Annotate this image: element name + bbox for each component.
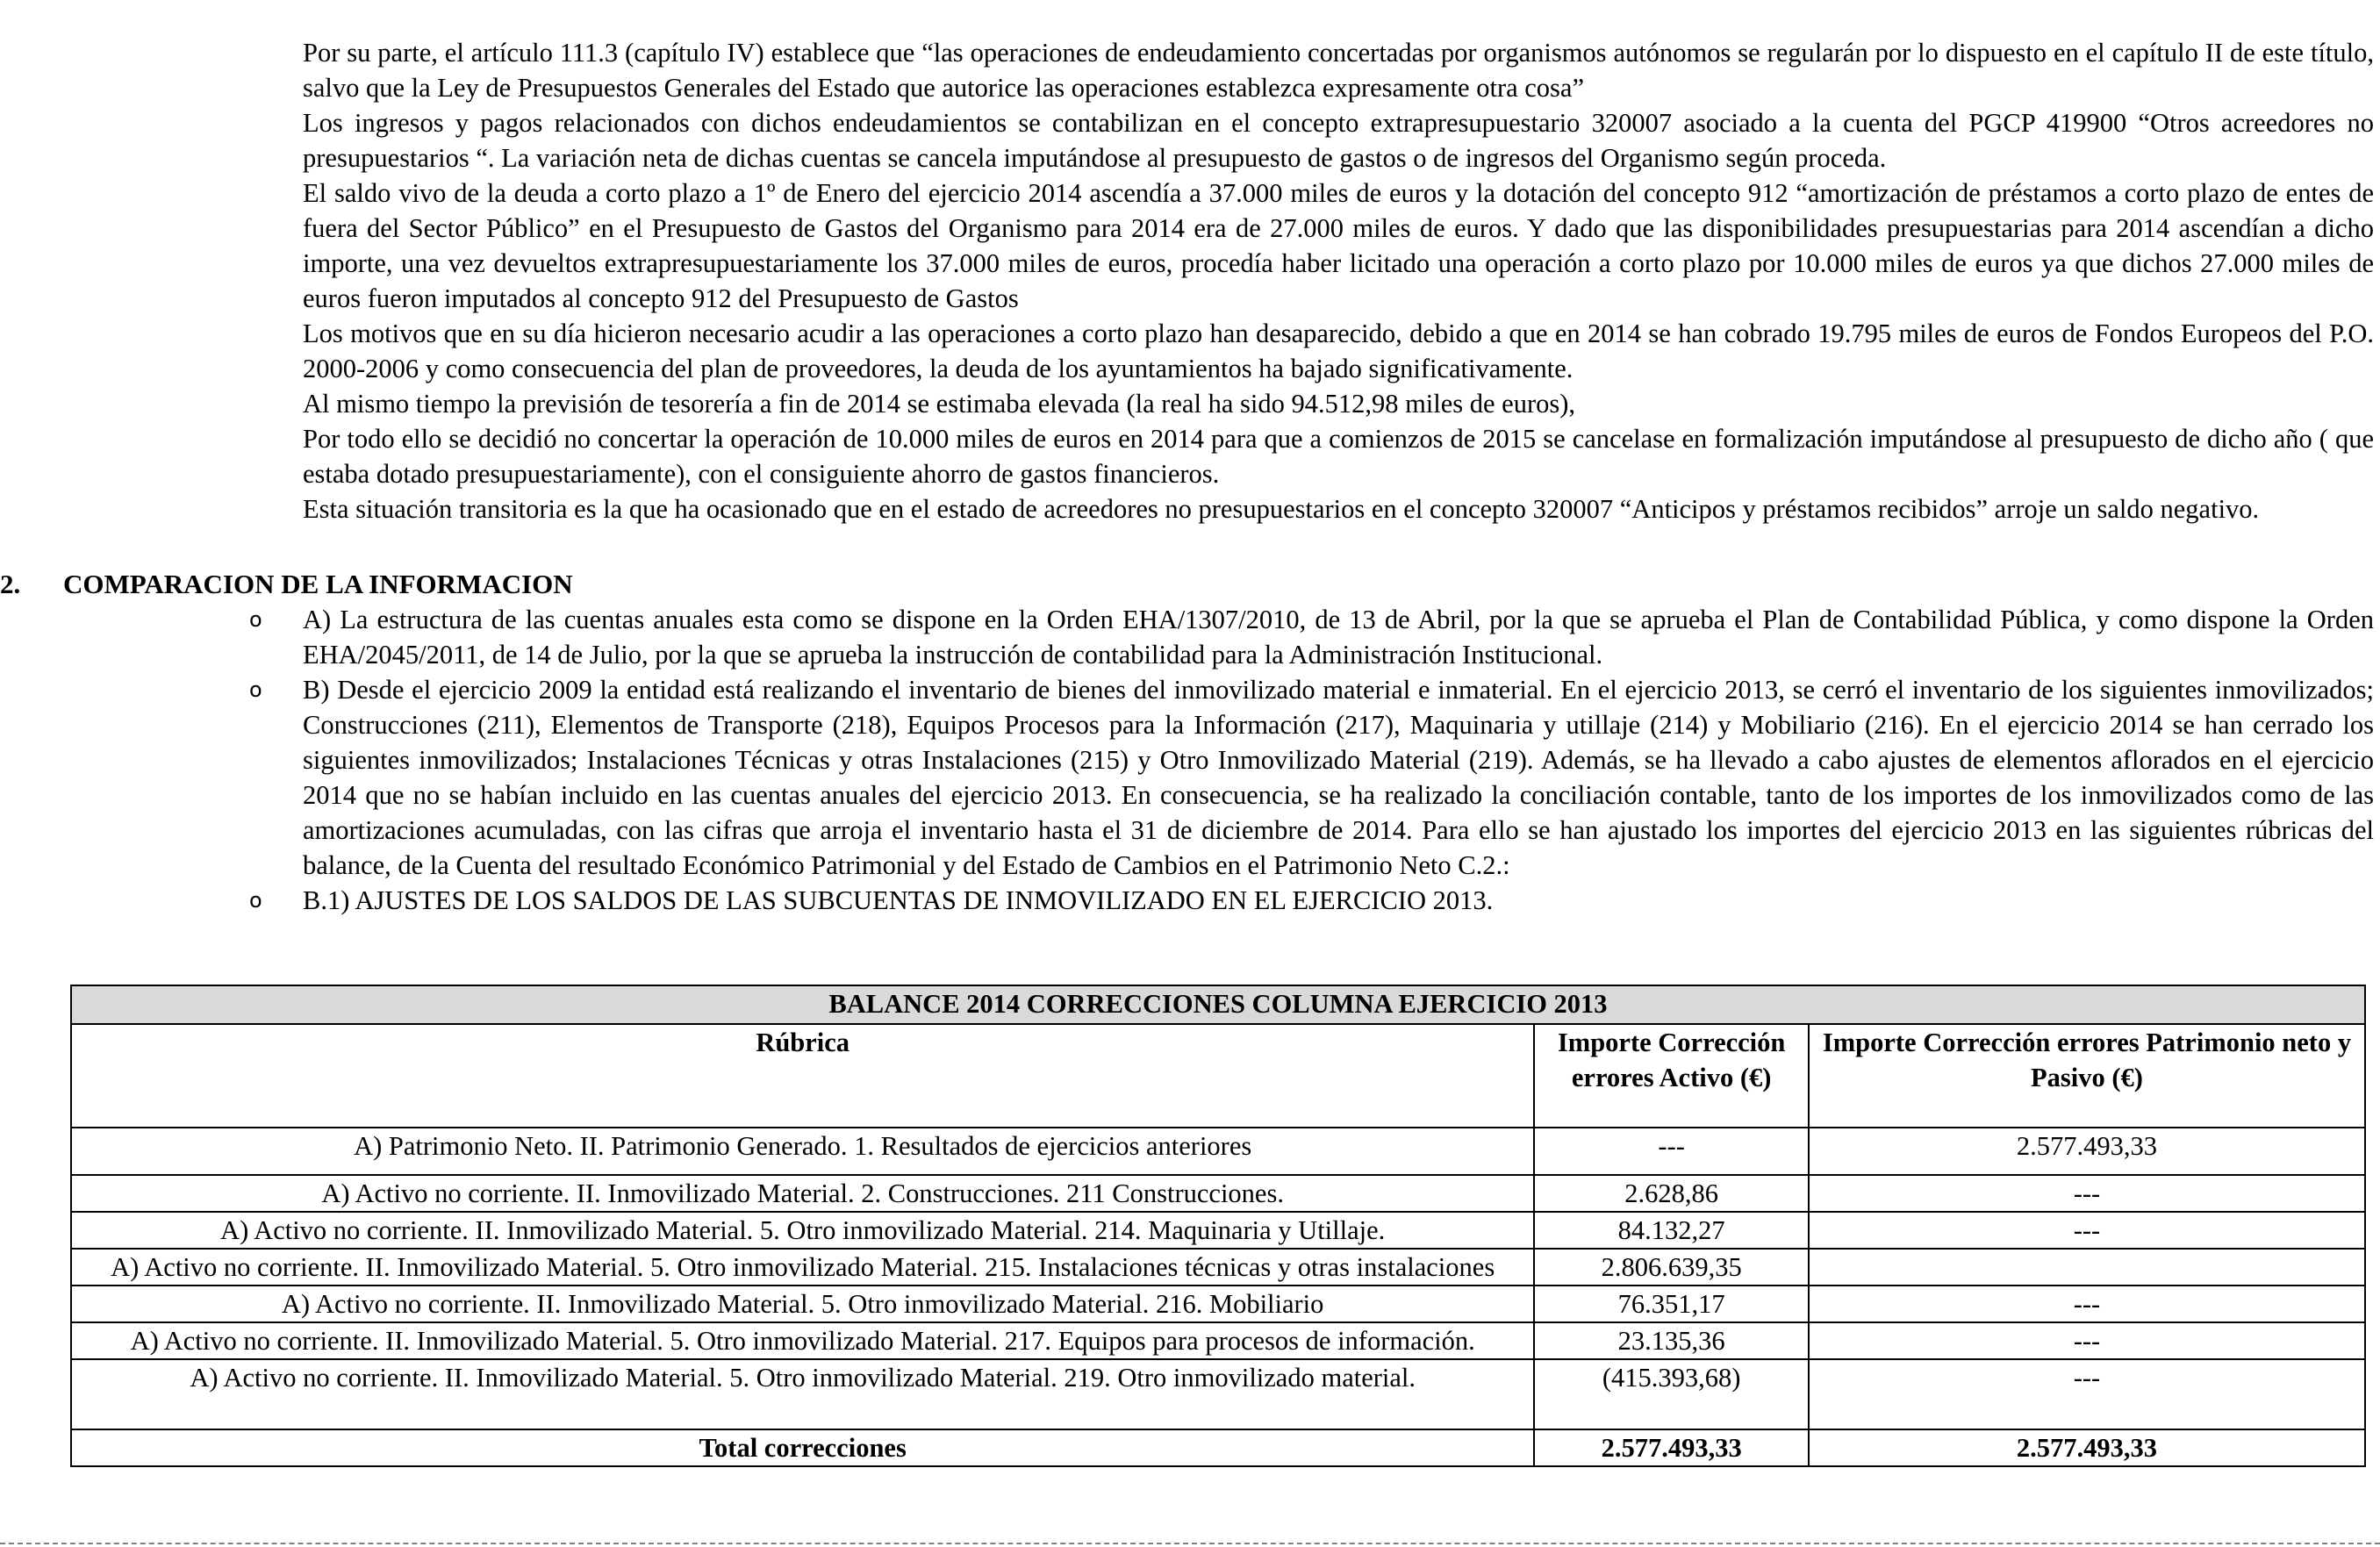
- table-row: [71, 1322, 2365, 1359]
- column-header-rubrica: Rúbrica: [71, 1024, 1534, 1128]
- bullet-list: [246, 602, 2374, 918]
- list-item-text: B) Desde el ejercicio 2009 la entidad está realizando el inventario de bienes del inmovilizado material e inmaterial. En el ejercicio 2013, se cerró el inventario de los siguientes inmovilizados; Construcciones (211), Elementos de Transporte (218), Equipos Procesos para la Información (217), Maquinaria y utillaje (214) y Mobiliario (216). En el ejercicio 2014 se han cerrado los siguientes inmovilizados; Instalaciones Técnicas y otras Instalaciones (215) y Otro Inmovilizado Material (219). Además, se ha llevado a cabo ajustes de elementos aflorados en el ejercicio 2014 que no se habían incluido en las cuentas anuales del ejercicio 2013. En consecuencia, se ha realizado la conciliación contable, tanto de los importes de los inmovilizados como de las amortizaciones acumuladas, con las cifras que arroja el inventario hasta el 31 de diciembre de 2014. Para ello se han ajustado los importes del ejercicio 2013 en las siguientes rúbricas del balance, de la Cuenta del resultado Económico Patrimonial y del Estado de Cambios en el Patrimonio Neto C.2.:: [303, 675, 2374, 880]
- cell-rubrica: A) Activo no corriente. II. Inmovilizado Material. 2. Construcciones. 211 Construcciones.: [71, 1175, 1534, 1212]
- table-caption: BALANCE 2014 CORRECCIONES COLUMNA EJERCICIO 2013: [71, 985, 2365, 1024]
- list-item: [246, 883, 2374, 918]
- table-row: [71, 1128, 2365, 1175]
- cell-pasivo: ---: [1809, 1322, 2365, 1359]
- list-item-text: A) La estructura de las cuentas anuales esta como se dispone en la Orden EHA/1307/2010, de 13 de Abril, por la que se aprueba el Plan de Contabilidad Pública, y como dispone la Orden EHA/2045/2011, de 14 de Julio, por la que se aprueba la instrucción de contabilidad para la Administración Institucional.: [303, 605, 2374, 670]
- cell-activo: (415.393,68): [1534, 1359, 1809, 1429]
- total-label: Total correcciones: [71, 1429, 1534, 1466]
- section-heading: [0, 567, 573, 602]
- table-row: [71, 1359, 2365, 1429]
- paragraph: Por todo ello se decidió no concertar la operación de 10.000 miles de euros en 2014 para que a comienzos de 2015 se cancelase en formalización imputándose al presupuesto de dicho año ( que estaba dotado presupuestariamente), con el consiguiente ahorro de gastos financieros.: [303, 424, 2374, 489]
- cell-pasivo: ---: [1809, 1359, 2365, 1429]
- paragraph: Los ingresos y pagos relacionados con dichos endeudamientos se contabilizan en el concepto extrapresupuestario 320007 asociado a la cuenta del PGCP 419900 “Otros acreedores no presupuestarios “. La variación neta de dichas cuentas se cancela imputándose al presupuesto de gastos o de ingresos del Organismo según proceda.: [303, 108, 2374, 173]
- cell-pasivo: 2.577.493,33: [1809, 1128, 2365, 1175]
- total-row: [71, 1429, 2365, 1466]
- list-item-text: B.1) AJUSTES DE LOS SALDOS DE LAS SUBCUENTAS DE INMOVILIZADO EN EL EJERCICIO 2013.: [303, 885, 1494, 915]
- table-row: [71, 1212, 2365, 1249]
- cell-activo: 2.628,86: [1534, 1175, 1809, 1212]
- paragraph: Esta situación transitoria es la que ha ocasionado que en el estado de acreedores no presupuestarios en el concepto 320007 “Anticipos y préstamos recibidos” arroje un saldo negativo.: [303, 494, 2260, 524]
- list-item: [246, 602, 2374, 672]
- bullet-icon: o: [249, 677, 262, 702]
- list-item: [246, 672, 2374, 883]
- column-header-pasivo: Importe Corrección errores Patrimonio neto y Pasivo (€): [1809, 1024, 2365, 1128]
- cell-rubrica: A) Activo no corriente. II. Inmovilizado Material. 5. Otro inmovilizado Material. 217. Equipos para procesos de información.: [71, 1322, 1534, 1359]
- table-row: [71, 1249, 2365, 1286]
- cell-rubrica: A) Activo no corriente. II. Inmovilizado Material. 5. Otro inmovilizado Material. 216. Mobiliario: [71, 1286, 1534, 1322]
- cell-rubrica: A) Activo no corriente. II. Inmovilizado Material. 5. Otro inmovilizado Material. 215. Instalaciones técnicas y otras instalaciones: [71, 1249, 1534, 1286]
- cell-activo: 23.135,36: [1534, 1322, 1809, 1359]
- cell-pasivo: ---: [1809, 1212, 2365, 1249]
- cell-pasivo: [1809, 1249, 2365, 1286]
- cell-activo: 76.351,17: [1534, 1286, 1809, 1322]
- cell-rubrica: A) Activo no corriente. II. Inmovilizado Material. 5. Otro inmovilizado Material. 214. Maquinaria y Utillaje.: [71, 1212, 1534, 1249]
- table-row: [71, 1175, 2365, 1212]
- paragraph: El saldo vivo de la deuda a corto plazo a 1º de Enero del ejercicio 2014 ascendía a 37.000 miles de euros y la dotación del concepto 912 “amortización de préstamos a corto plazo de entes de fuera del Sector Público” en el Presupuesto de Gastos del Organismo para 2014 era de 27.000 miles de euros. Y dado que las disponibilidades presupuestarias para 2014 ascendían a dicho importe, una vez devueltos extrapresupuestariamente los 37.000 miles de euros, procedía haber licitado una operación a corto plazo por 10.000 miles de euros ya que dichos 27.000 miles de euros fueron imputados al concepto 912 del Presupuesto de Gastos: [303, 178, 2374, 313]
- paragraph: Por su parte, el artículo 111.3 (capítulo IV) establece que “las operaciones de endeudamiento concertadas por organismos autónomos se regularán por lo dispuesto en el capítulo II de este título, salvo que la Ley de Presupuestos Generales del Estado que autorice las operaciones establezca expresamente otra cosa”: [303, 38, 2374, 103]
- paragraph: Los motivos que en su día hicieron necesario acudir a las operaciones a corto plazo han desaparecido, debido a que en 2014 se han cobrado 19.795 miles de euros de Fondos Europeos del P.O. 2000-2006 y como consecuencia del plan de proveedores, la deuda de los ayuntamientos ha bajado significativamente.: [303, 319, 2374, 383]
- column-header-activo: Importe Corrección errores Activo (€): [1534, 1024, 1809, 1128]
- cell-pasivo: ---: [1809, 1175, 2365, 1212]
- body-text: [303, 35, 2374, 526]
- cell-rubrica: A) Activo no corriente. II. Inmovilizado Material. 5. Otro inmovilizado Material. 219. Otro inmovilizado material.: [71, 1359, 1534, 1429]
- table-row: [71, 1286, 2365, 1322]
- total-pasivo: 2.577.493,33: [1809, 1429, 2365, 1466]
- cell-activo: 2.806.639,35: [1534, 1249, 1809, 1286]
- section-number: 2.: [0, 569, 21, 599]
- paragraph: Al mismo tiempo la previsión de tesorería a fin de 2014 se estimaba elevada (la real ha sido 94.512,98 miles de euros),: [303, 389, 1576, 419]
- cell-activo: ---: [1534, 1128, 1809, 1175]
- cell-rubrica: A) Patrimonio Neto. II. Patrimonio Generado. 1. Resultados de ejercicios anteriores: [71, 1128, 1534, 1175]
- bullet-icon: o: [249, 607, 262, 632]
- section-title: COMPARACION DE LA INFORMACION: [63, 569, 573, 599]
- cell-pasivo: ---: [1809, 1286, 2365, 1322]
- bullet-icon: o: [249, 888, 262, 913]
- total-activo: 2.577.493,33: [1534, 1429, 1809, 1466]
- corrections-table: [70, 985, 2366, 1467]
- page-break-divider: [0, 1543, 2380, 1544]
- cell-activo: 84.132,27: [1534, 1212, 1809, 1249]
